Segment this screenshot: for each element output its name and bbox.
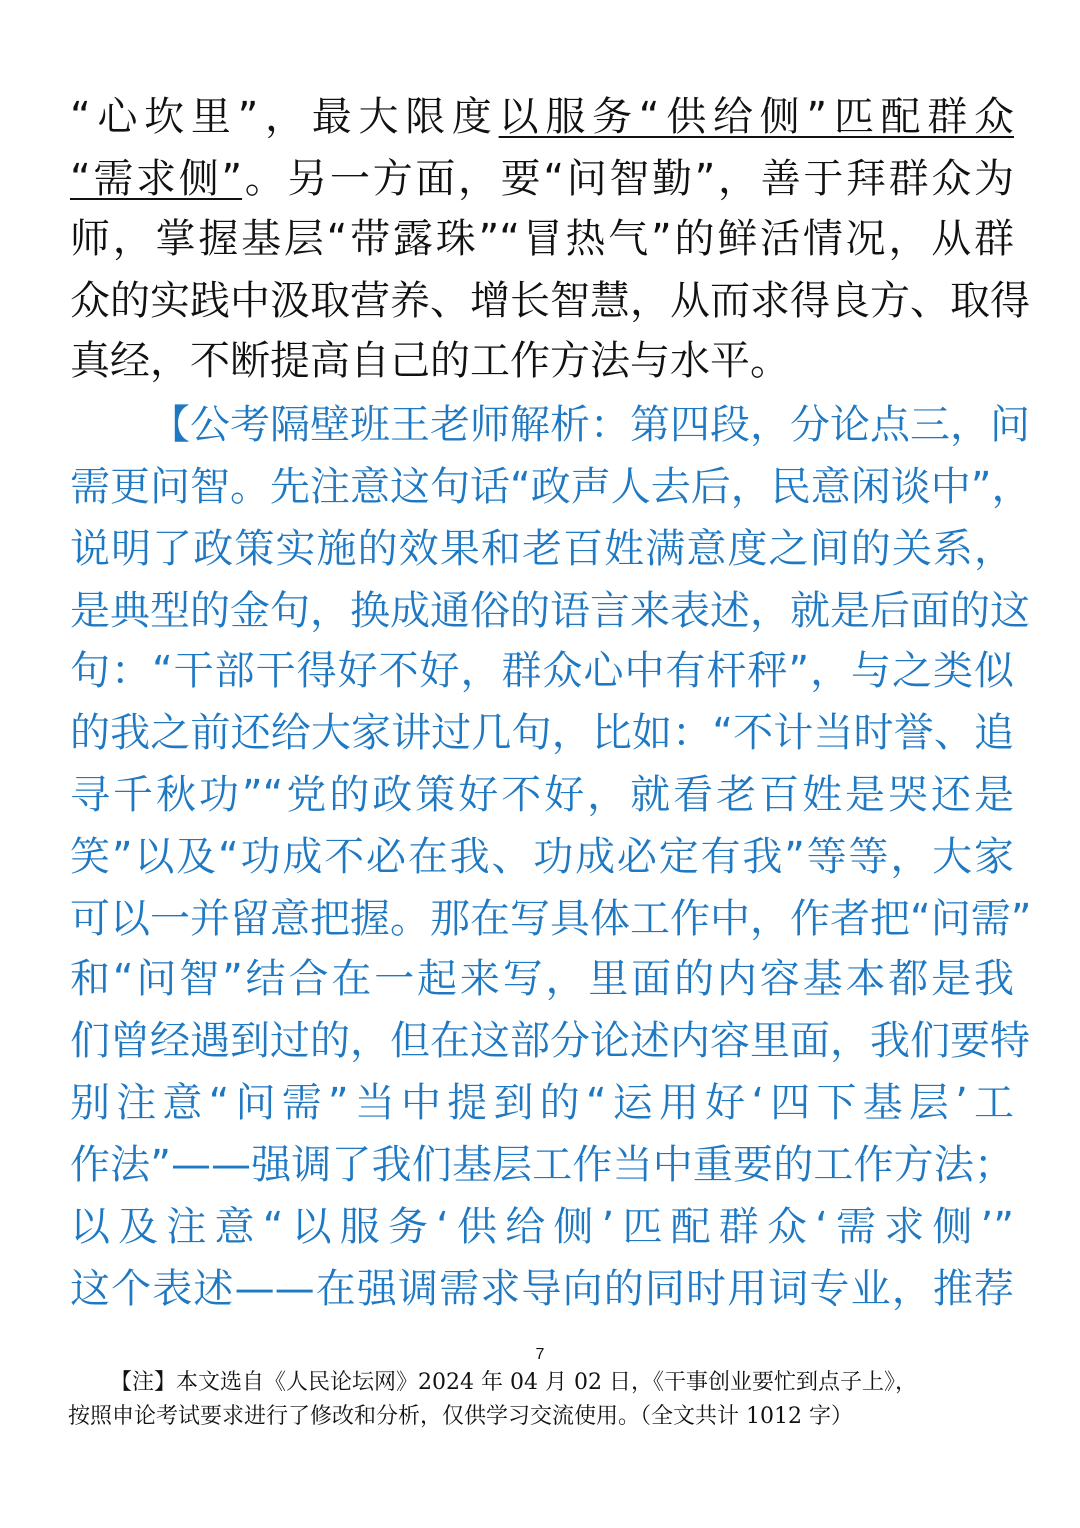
- footer-note-line-1: 【注】本文选自《人民论坛网》2024 年 04 月 02 日，《干事创业要忙到点子上》，: [110, 1370, 917, 1395]
- analysis-line-7: 寻千秋功”“党的政策好不好，就看老百姓是哭还是: [70, 772, 1014, 818]
- analysis-line-5: 句：“干部干得好不好，群众心中有杆秤”，与之类似: [70, 648, 1014, 694]
- body-line-5: 真经，不断提高自己的工作方法与水平。: [70, 338, 790, 384]
- analysis-line-6: 的我之前还给大家讲过几句，比如：“不计当时誉、追: [70, 710, 1014, 756]
- body-line-4: 众的实践中汲取营养、增长智慧，从而求得良方、取得: [70, 278, 1030, 324]
- analysis-line-1: 【公考隔壁班王老师解析：第四段，分论点三，问: [150, 402, 1030, 448]
- analysis-line-9: 可以一并留意把握。那在写具体工作中，作者把“问需”: [70, 896, 1032, 942]
- body-line-1-underlined-phrase: 以服务“供给侧”匹配群众: [498, 94, 1014, 140]
- analysis-line-12: 别注意“问需”当中提到的“运用好‘四下基层’工: [70, 1080, 1014, 1126]
- analysis-line-14: 以及注意“以服务‘供给侧’匹配群众‘需求侧’”: [70, 1204, 1014, 1250]
- body-line-2-text: 。另一方面，要“问智勤”，善于拜群众为: [242, 156, 1014, 202]
- analysis-line-8: 笑”以及“功成不必在我、功成必定有我”等等，大家: [70, 834, 1014, 880]
- body-line-1-text: “心坎里”，最大限度: [70, 94, 499, 140]
- body-line-2-underlined-phrase: “需求侧”: [70, 156, 243, 202]
- body-line-3: 师，掌握基层“带露珠”“冒热气”的鲜活情况，从群: [70, 216, 1014, 262]
- page-number: 7: [535, 1346, 545, 1363]
- body-line-2: [70, 148, 1014, 210]
- analysis-line-2: 需更问智。先注意这句话“政声人去后，民意闲谈中”，: [70, 464, 1032, 510]
- analysis-line-3: 说明了政策实施的效果和老百姓满意度之间的关系，: [70, 526, 1014, 572]
- analysis-line-10: 和“问智”结合在一起来写，里面的内容基本都是我: [70, 956, 1014, 1002]
- body-line-1: [70, 86, 1014, 148]
- footer-note-line-2: 按照申论考试要求进行了修改和分析，仅供学习交流使用。（全文共计 1012 字）: [68, 1404, 853, 1429]
- analysis-line-4: 是典型的金句，换成通俗的语言来表述，就是后面的这: [70, 588, 1030, 634]
- analysis-line-15: 这个表述——在强调需求导向的同时用词专业，推荐: [70, 1266, 1014, 1312]
- analysis-line-11: 们曾经遇到过的，但在这部分论述内容里面，我们要特: [70, 1018, 1030, 1064]
- analysis-line-13: 作法”——强调了我们基层工作当中重要的工作方法；: [70, 1142, 1014, 1188]
